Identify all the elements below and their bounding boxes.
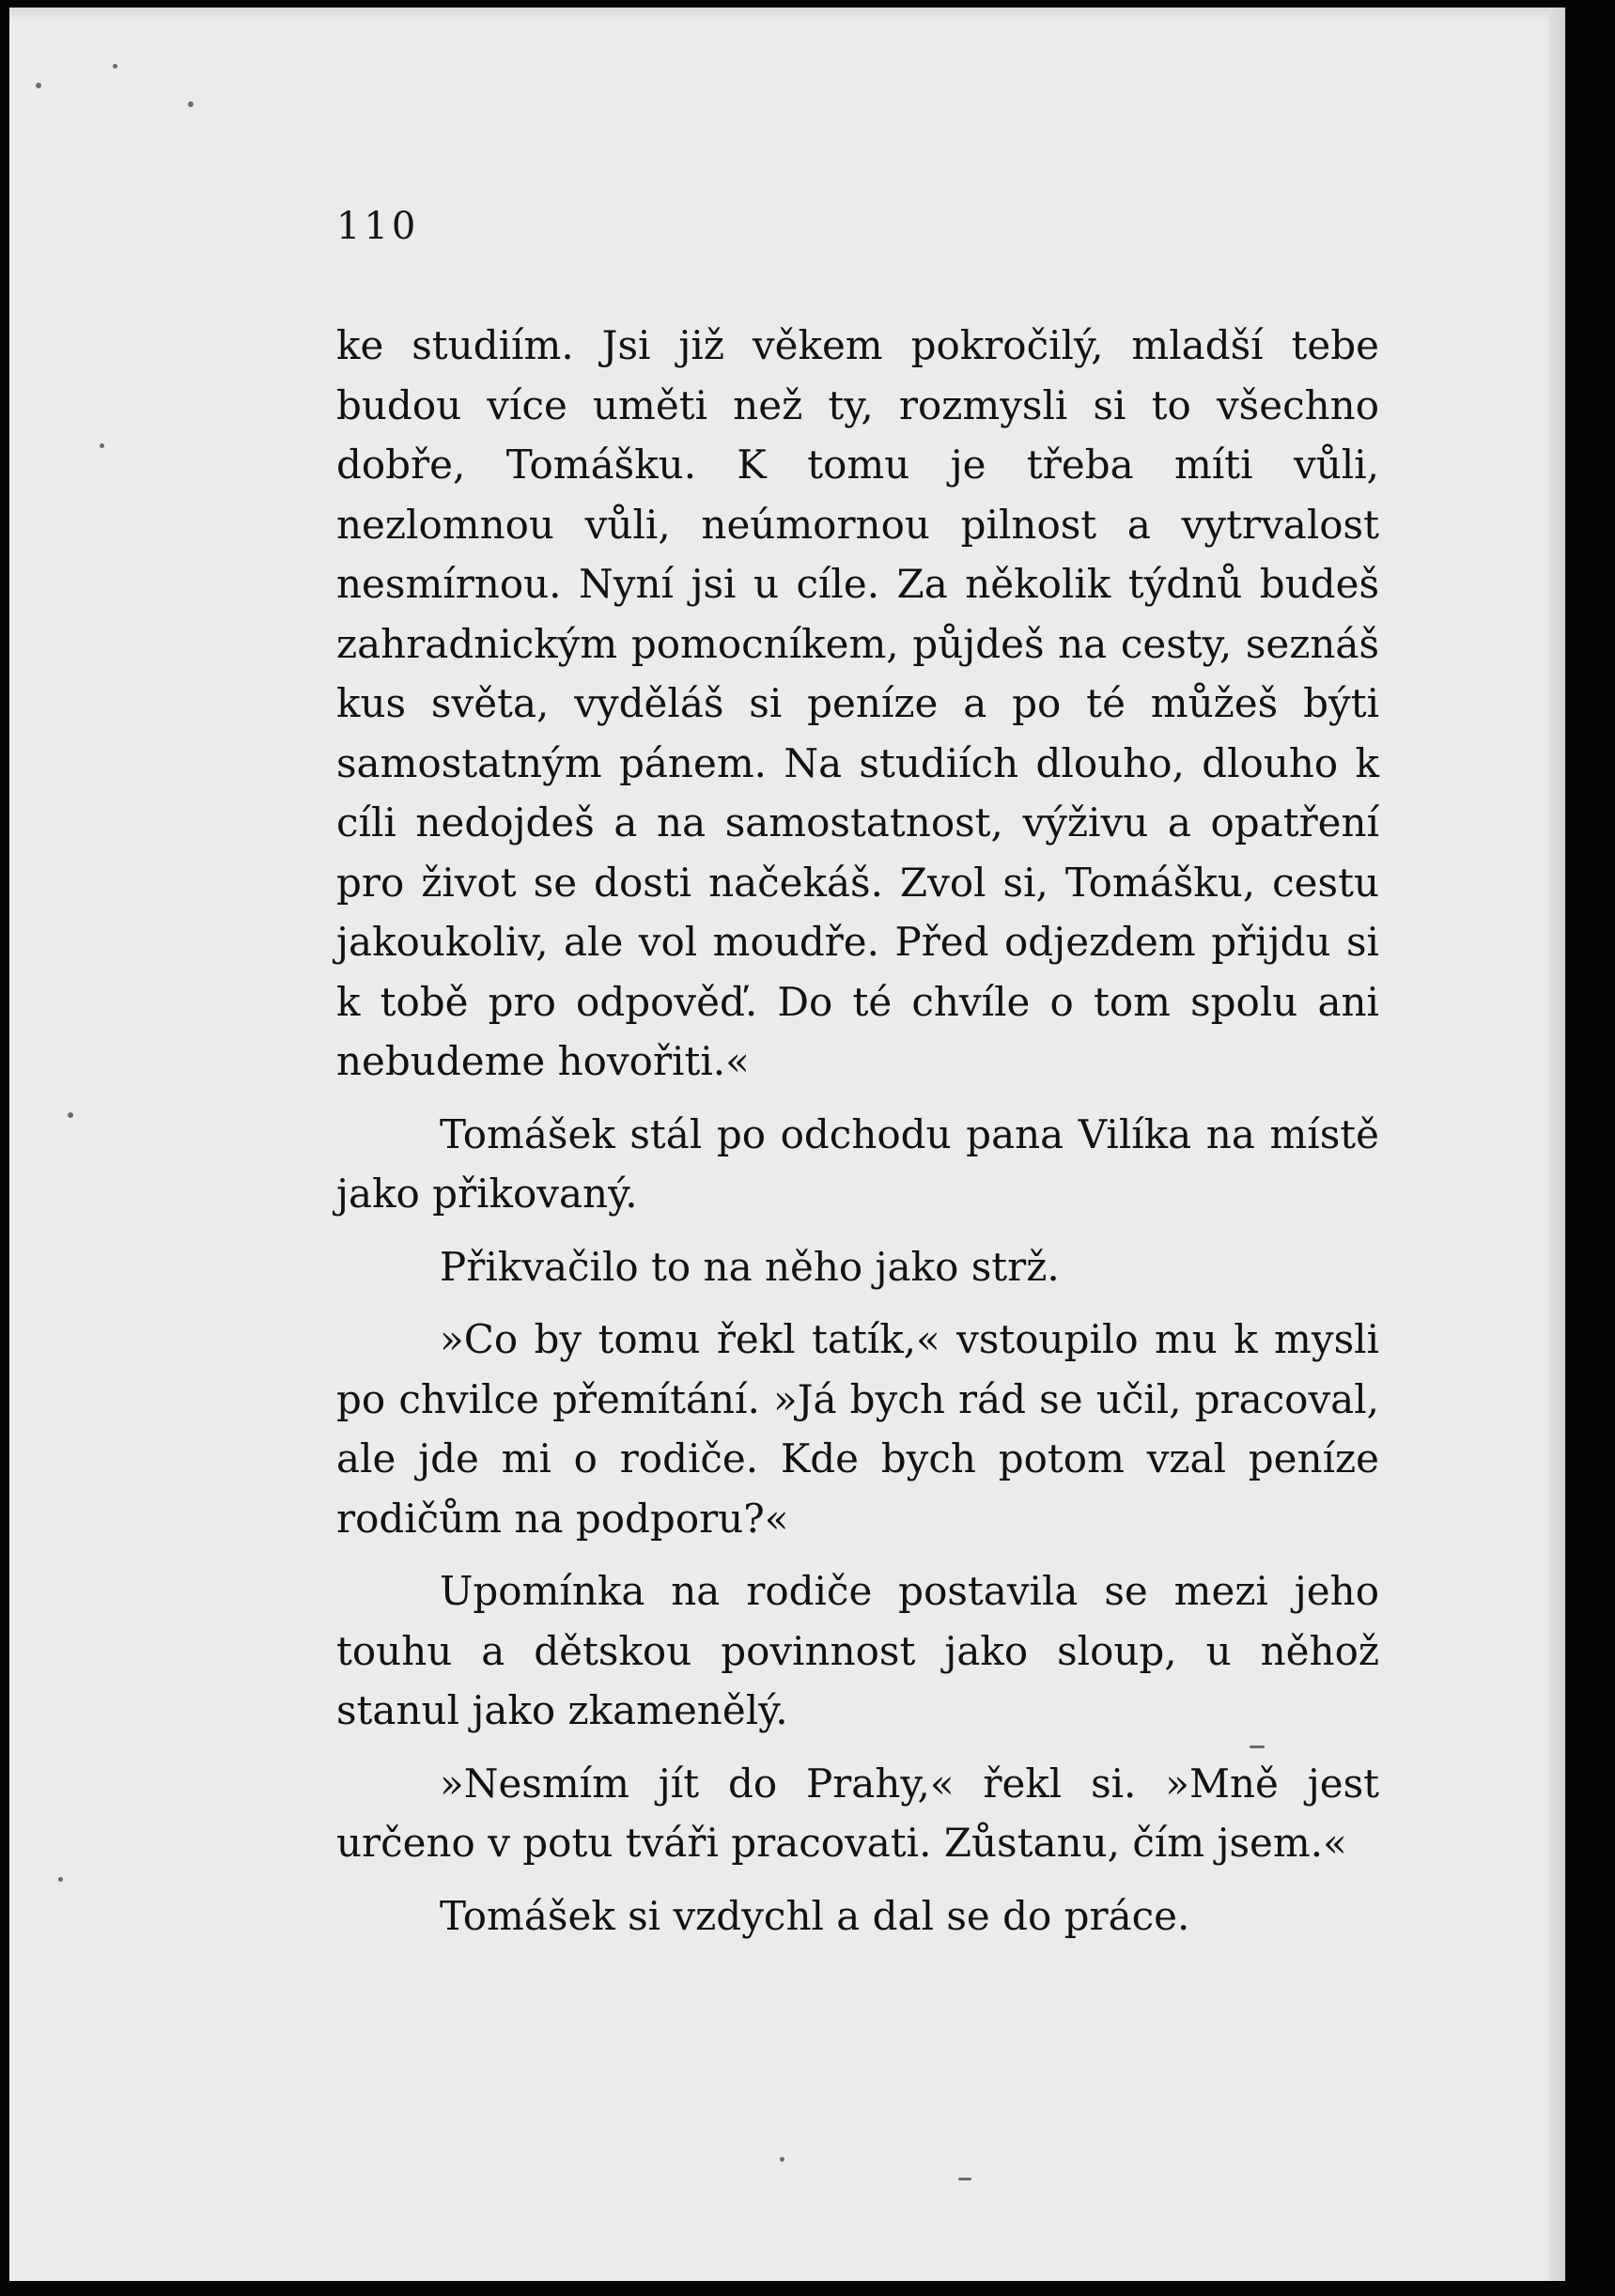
paragraph: »Nesmím jít do Prahy,« řekl si. »Mně jest určeno v potu tváři pracovati. Zůstanu, čím jsem.« <box>336 1760 1379 1866</box>
scan-speck <box>100 443 104 448</box>
scan-speck <box>780 2157 784 2162</box>
paragraph: »Co by tomu řekl tatík,« vstoupilo mu k mysli po chvilce přemítání. »Já bych rád se učil, pracoval, ale jde mi o rodiče. Kde bych potom vzal peníze rodičům na podporu?« <box>336 1316 1379 1542</box>
scan-top-edge <box>9 8 1565 21</box>
scan-speck <box>958 2178 971 2180</box>
scan-right-edge <box>1548 8 1565 2281</box>
scan-speck <box>188 101 194 107</box>
book-page <box>9 8 1565 2281</box>
paragraph: Tomášek si vzdychl a dal se do práce. <box>440 1892 1190 1939</box>
scan-speck <box>68 1112 73 1118</box>
paragraph: Tomášek stál po odchodu pana Vilíka na místě jako přikovaný. <box>336 1110 1379 1217</box>
paragraph: Přikvačilo to na něho jako strž. <box>440 1243 1060 1290</box>
paragraph: Upomínka na rodiče postavila se mezi jeho touhu a dětskou povinnost jako sloup, u něhož stanul jako zkamenělý. <box>336 1568 1379 1733</box>
scan-speck <box>36 83 41 88</box>
scan-speck <box>113 64 117 69</box>
paragraph: ke studiím. Jsi již věkem pokročilý, mladší tebe budou více uměti než ty, rozmysli si to všechno dobře, Tomášku. K tomu je třeba míti vůli, nezlomnou vůli, neúmornou pilnost a vytrvalost nesmírnou. Nyní jsi u cíle. Za několik týdnů budeš zahradnickým pomocníkem, půjdeš na cesty, seznáš kus světa, vyděláš si peníze a po té můžeš býti samostatným pánem. Na studiích dlouho, dlouho k cíli nedojdeš a na samostatnost, výživu a opatření pro život se dosti načekáš. Zvol si, Tomášku, cestu jakoukoliv, ale vol moudře. Před odjezdem přijdu si k tobě pro odpověď. Do té chvíle o tom spolu ani nebudeme hovořiti.« <box>336 322 1379 1084</box>
scan-speck <box>58 1877 63 1882</box>
page-number: 110 <box>336 205 420 248</box>
body-text <box>336 316 1379 1946</box>
